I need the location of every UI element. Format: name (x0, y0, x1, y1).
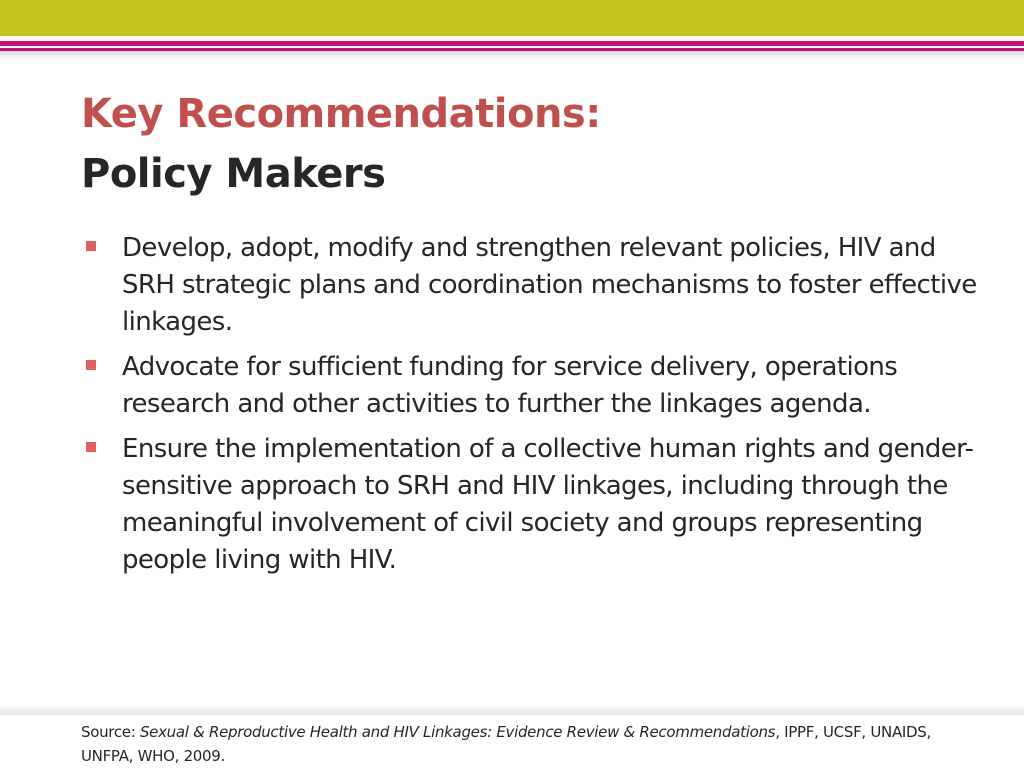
slide-title (81, 84, 601, 204)
source-label: Source: (81, 723, 136, 741)
bullet-text: Ensure the implementation of a collective human rights and gender-sensitive approach to SRH and HIV linkages, including through the meaningful involvement of civil society and groups representing people living with HIV. (122, 434, 974, 575)
top-color-band (0, 0, 1024, 36)
bullet-list (86, 230, 986, 587)
source-citation (81, 720, 981, 768)
bullet-text: Advocate for sufficient funding for service delivery, operations research and other activities to further the linkages agenda. (122, 352, 898, 419)
source-title: Sexual & Reproductive Health and HIV Linkages: Evidence Review & Recommendations (139, 723, 776, 741)
square-bullet-icon (86, 360, 96, 370)
top-accent-rule (0, 41, 1024, 46)
slide-title-line-2: Policy Makers (81, 151, 386, 197)
bullet-item (86, 431, 986, 579)
source-publishers: , IPPF, UCSF, UNAIDS, UNFPA, WHO, 2009. (81, 723, 931, 765)
bullet-item (86, 230, 986, 341)
footer-shadow (0, 703, 1024, 715)
top-shadow (0, 51, 1024, 59)
square-bullet-icon (86, 442, 96, 452)
square-bullet-icon (86, 241, 96, 251)
slide-title-line-1: Key Recommendations: (81, 91, 601, 137)
bullet-item (86, 349, 986, 423)
bullet-text: Develop, adopt, modify and strengthen relevant policies, HIV and SRH strategic plans and coordination mechanisms to foster effective linkages. (122, 233, 977, 337)
